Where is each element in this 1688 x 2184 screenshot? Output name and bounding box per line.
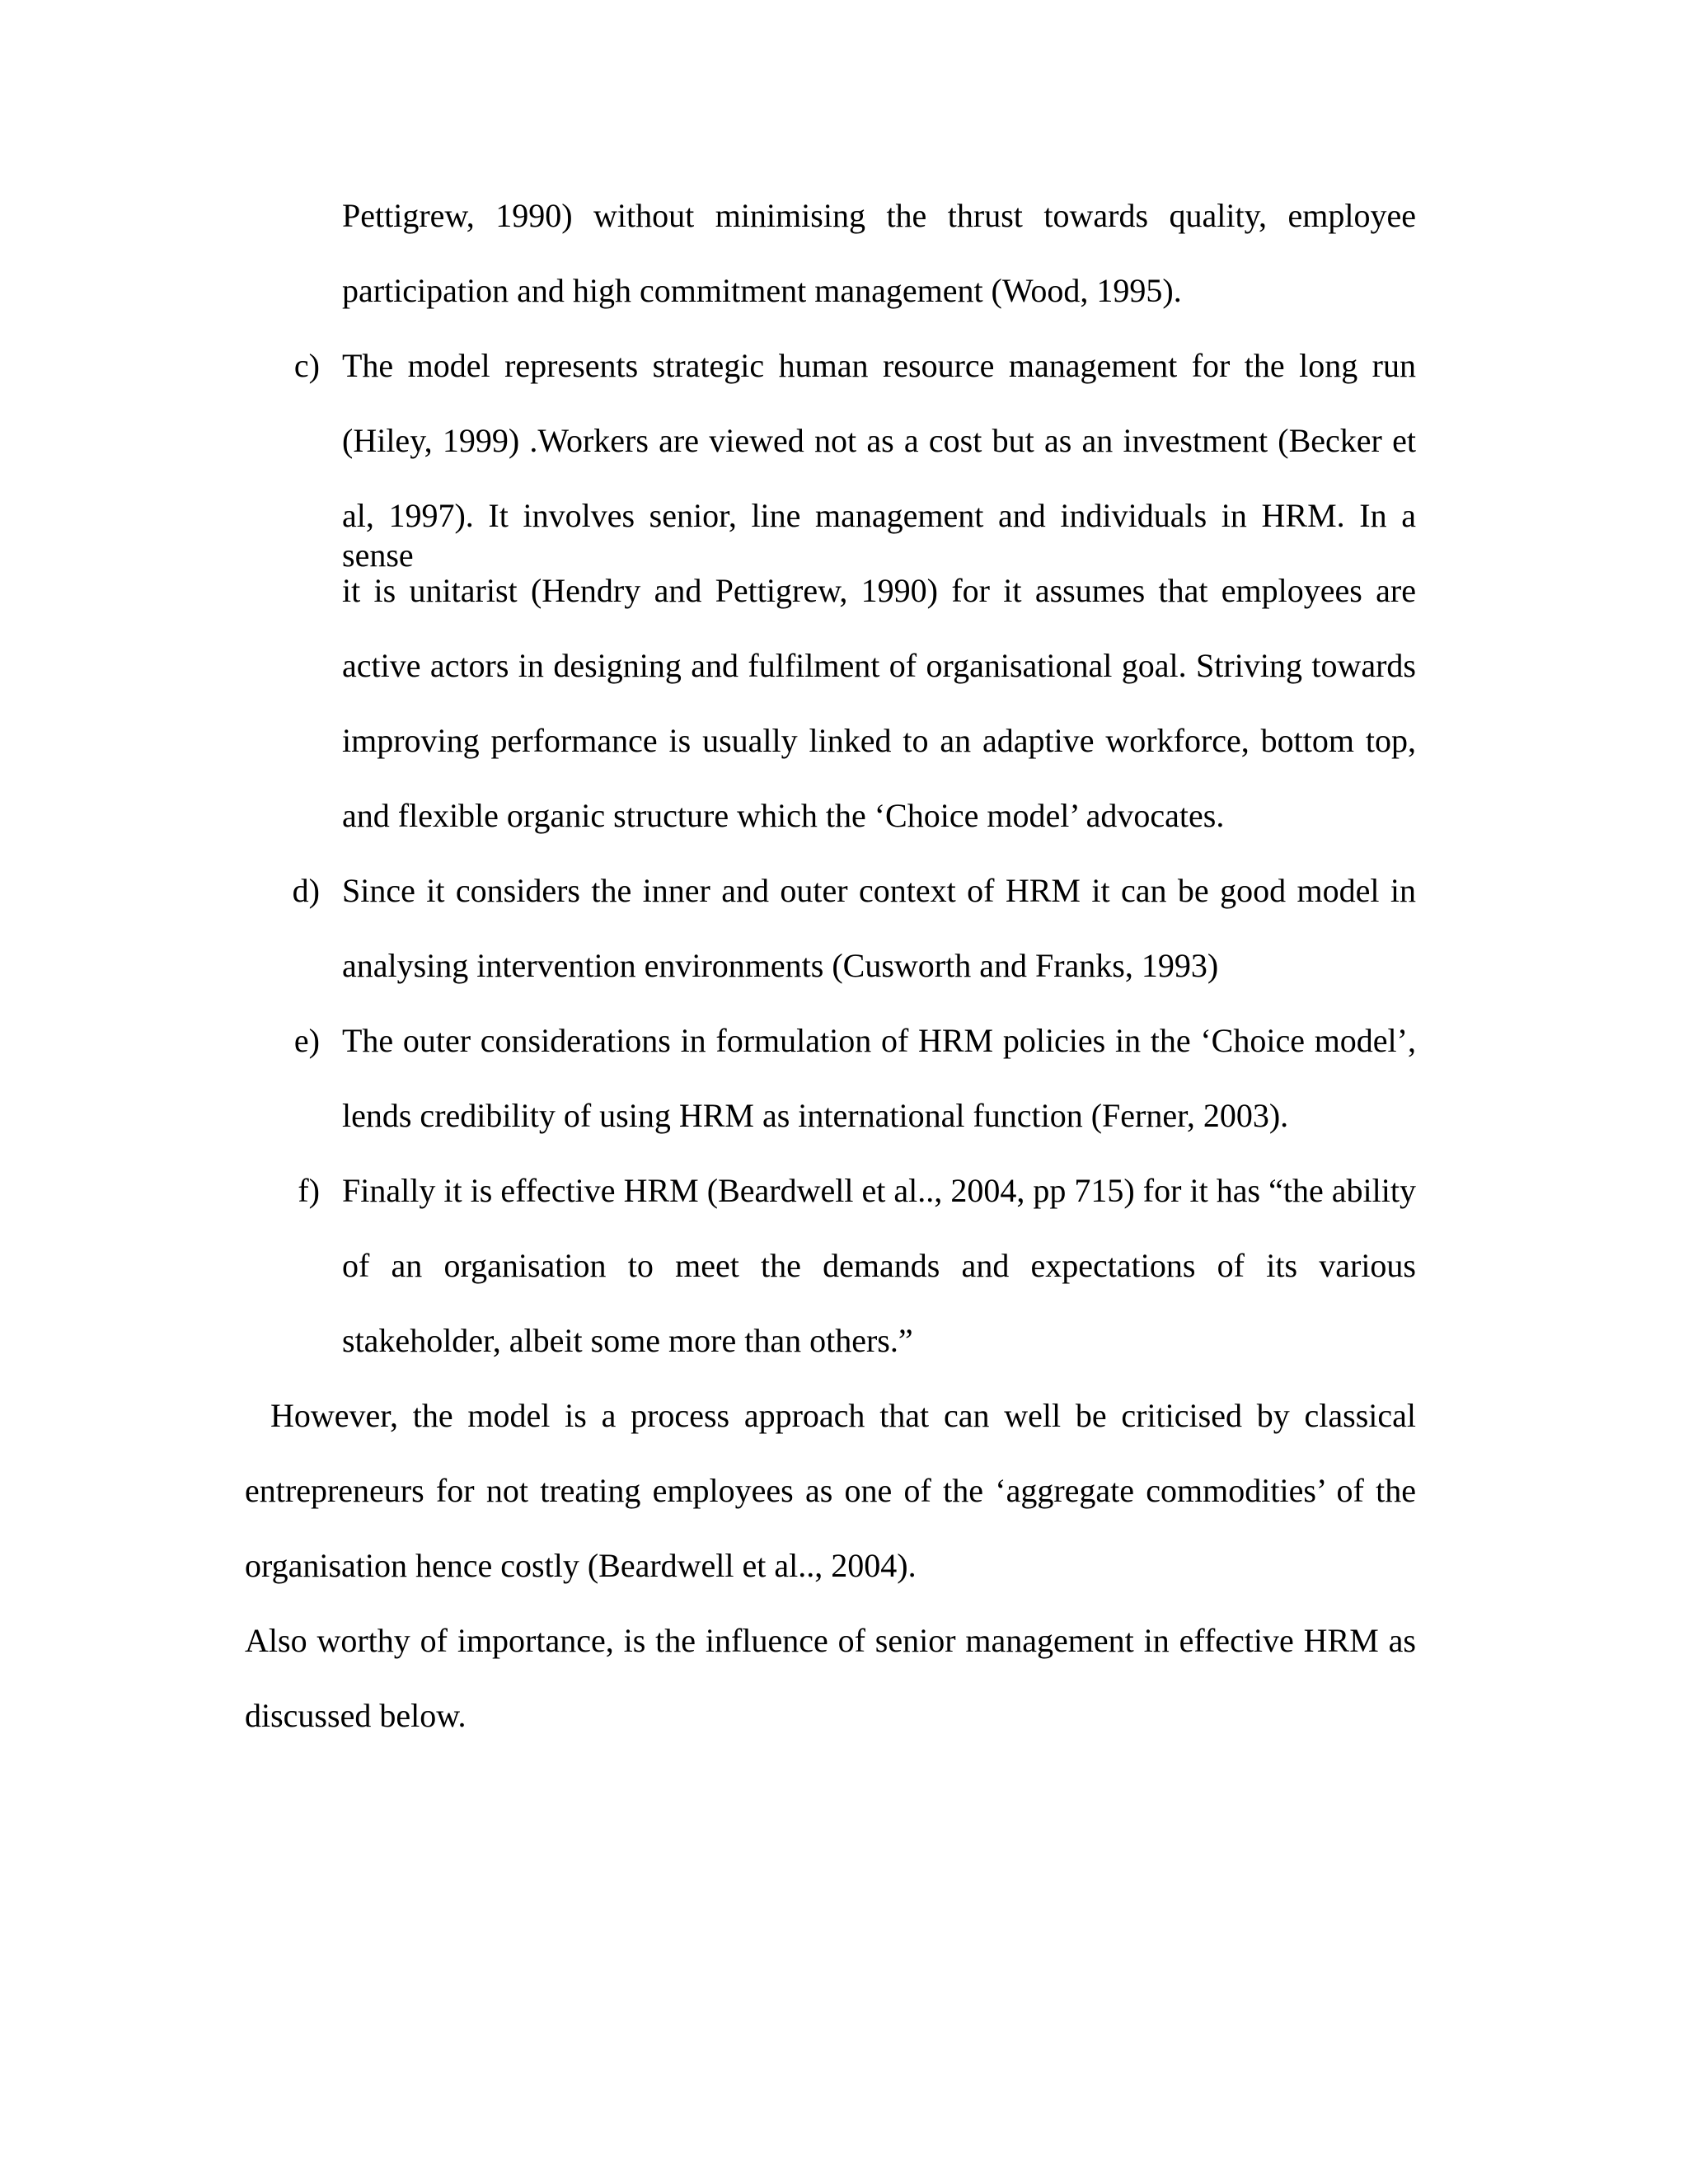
item-c-line-5: active actors in designing and fulfilment of organisational goal. Striving towards	[342, 647, 1416, 684]
also-paragraph-line-1: Also worthy of importance, is the influence of senior management in effective HRM as	[245, 1622, 1416, 1659]
however-paragraph-line-3: organisation hence costly (Beardwell et al.., 2004).	[245, 1547, 917, 1584]
list-marker-e: e)	[293, 1022, 320, 1059]
also-paragraph-line-2: discussed below.	[245, 1697, 467, 1734]
item-f-line-1: Finally it is effective HRM (Beardwell et al.., 2004, pp 715) for it has “the ability	[342, 1172, 1416, 1209]
item-f-line-2: of an organisation to meet the demands and expectations of its various	[342, 1247, 1416, 1284]
item-d-line-1: Since it considers the inner and outer context of HRM it can be good model in	[342, 872, 1416, 909]
item-c-line-1: The model represents strategic human resource management for the long run	[342, 347, 1416, 384]
list-marker-c: c)	[293, 347, 320, 384]
continuation-line-2: participation and high commitment management (Wood, 1995).	[342, 272, 1182, 309]
item-c-line-4: it is unitarist (Hendry and Pettigrew, 1990) for it assumes that employees are	[342, 572, 1416, 609]
item-d-line-2: analysing intervention environments (Cusworth and Franks, 1993)	[342, 947, 1219, 984]
item-f-line-3: stakeholder, albeit some more than others.”	[342, 1322, 913, 1359]
however-paragraph-line-1: However, the model is a process approach that can well be criticised by classical	[270, 1397, 1416, 1434]
item-c-line-6: improving performance is usually linked to an adaptive workforce, bottom top,	[342, 722, 1416, 759]
item-e-line-2: lends credibility of using HRM as international function (Ferner, 2003).	[342, 1097, 1289, 1134]
item-e-line-1: The outer considerations in formulation of HRM policies in the ‘Choice model’,	[342, 1022, 1416, 1059]
list-marker-f: f)	[298, 1172, 320, 1209]
list-marker-d: d)	[292, 872, 320, 909]
continuation-line-1: Pettigrew, 1990) without minimising the thrust towards quality, employee	[342, 197, 1416, 234]
item-c-line-3: al, 1997). It involves senior, line management and individuals in HRM. In a sense	[342, 497, 1416, 574]
item-c-line-7: and flexible organic structure which the ‘Choice model’ advocates.	[342, 797, 1225, 834]
however-paragraph-line-2: entrepreneurs for not treating employees as one of the ‘aggregate commodities’ of the	[245, 1472, 1416, 1509]
item-c-line-2: (Hiley, 1999) .Workers are viewed not as a cost but as an investment (Becker et	[342, 422, 1416, 459]
